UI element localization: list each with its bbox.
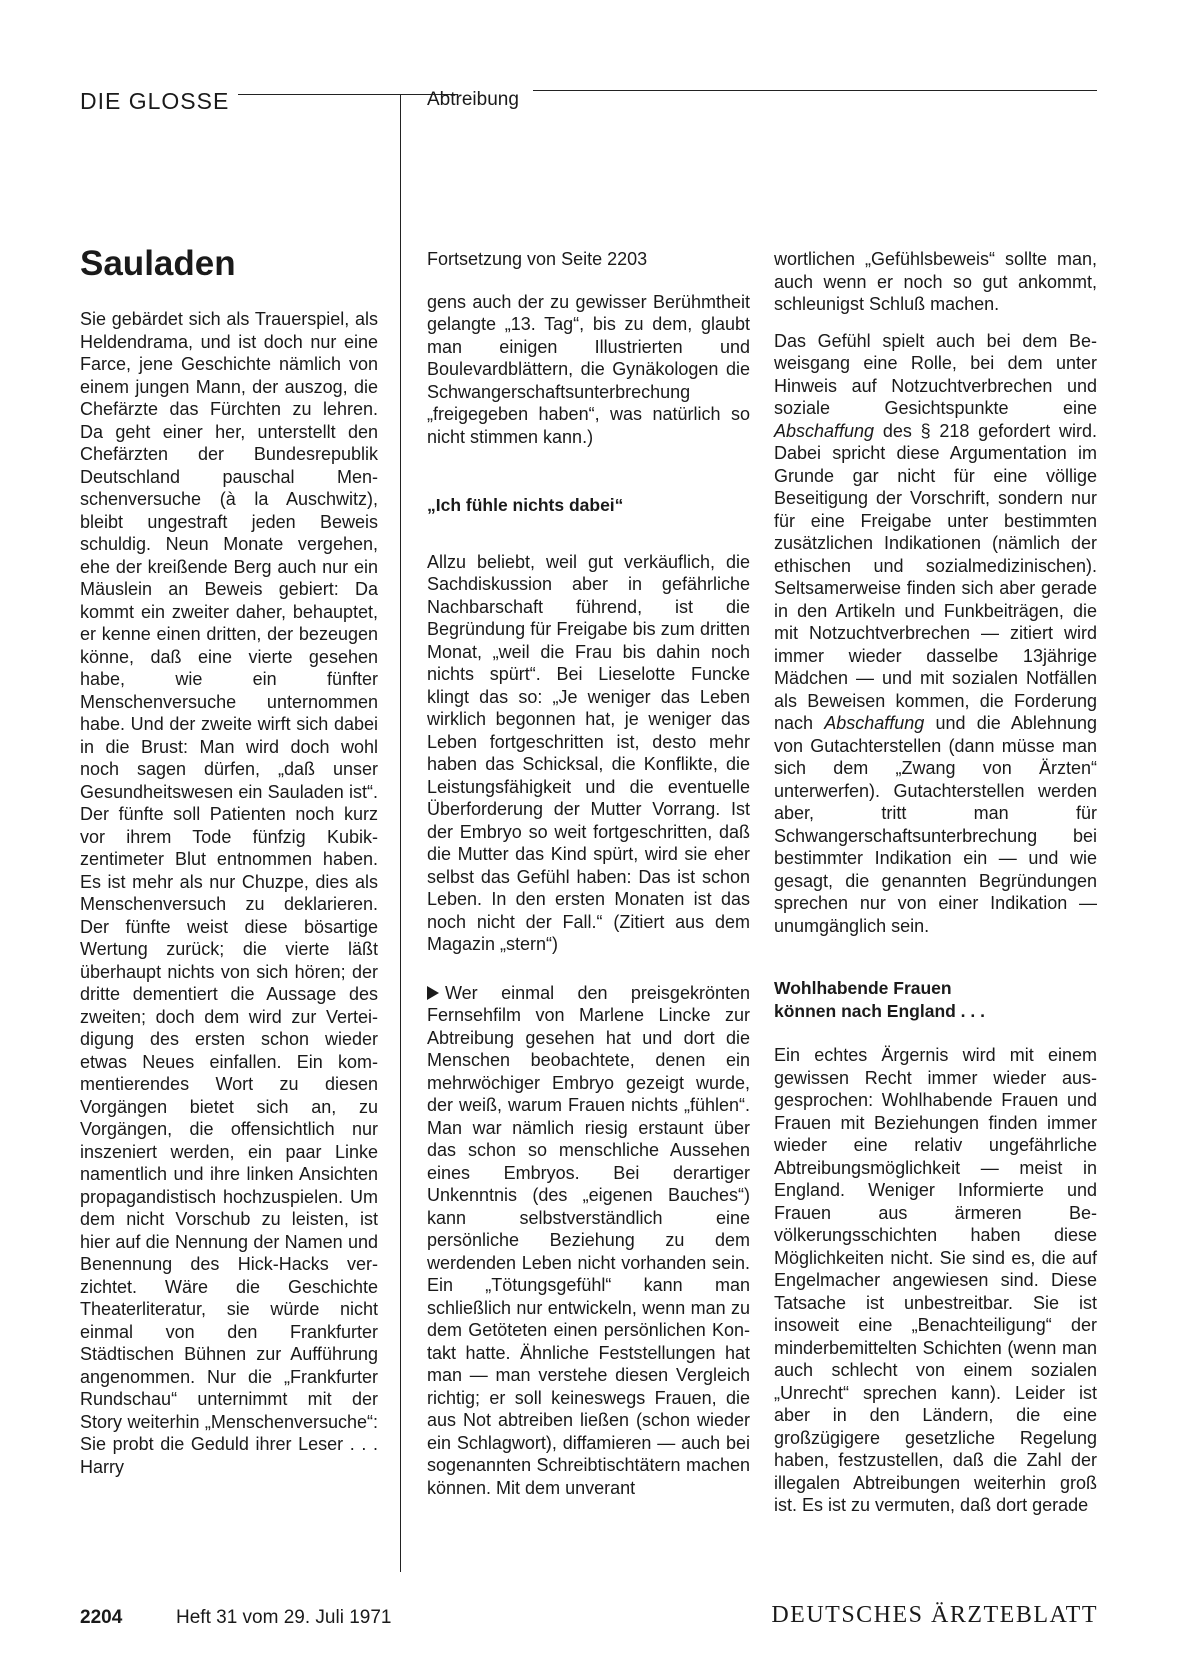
text-run: und die Ablehnung von Gutachterstellen (dann müsse man sich dem „Zwang von Ärzten“ unterwerfen). Gutachterstellen werden aber, tritt man für Schwangerschaftsunterbrechung bei bestimmter Indikation ein — und wie gesagt, die genannten Begründungen sprechen nur von einer Indikation — unumgänglich sein. [774,713,1097,936]
section-header-right [427,86,1097,116]
subheading-line: können nach England . . . [774,1000,985,1021]
spacer [774,316,1097,330]
triangle-right-icon [427,986,439,1000]
paragraph: gens auch der zu gewisser Berühmtheit gelangte „13. Tag“, bis zu dem, glaubt man einigen Illustrierten und Boulevardblättern, die Gynäkologen die Schwangerschaftsunterbrechung „freigegeben haben“, was natürlich so nicht stimmen kann.) [427,291,750,447]
spacer [427,448,750,494]
topic-label: Abtreibung [427,89,519,110]
paragraph: Ein echtes Ärgernis wird mit einem gewissen Recht immer wieder ausgesprochen: Wohlhabende Frauen und Frauen mit Beziehungen finden immer wieder eine relativ ungefährliche Abtreibungsmöglichkeit — meist in England. Weniger Informierte und Frauen aus ärmeren Bevölkerungsschichten haben diese Möglichkeiten nicht. Sie sind es, die auf Engelmacher angewiesen sind. Diese Tatsache ist unbestreitbar. Sie ist insoweit eine „Benachteiligung“ der minderbemittelten Schichten (wenn man auch schlecht von einem sozialen „Unrecht“ sprechen kann). Leider ist aber in den Ländern, die eine großzügigere gesetzliche Regelung haben, festzustellen, daß die Zahl der illegalen Abtreibungen weiterhin groß ist. Es ist zu vermuten, daß dort gerade [774,1045,1097,1515]
paragraph: Allzu beliebt, weil gut verkäuflich, die Sachdiskussion aber in gefährliche Nachbarschaft führend, ist die Begründung für Freigabe bis zum dritten Monat, „weil die Frau bis dahin noch nichts spürt“. Bei Lieselotte Funcke klingt das so: „Je weniger das Leben wirklich begonnen hat, je weniger das Leben fortgeschritten ist, desto mehr haben das Schicksal, die Konflikte, die Leistungsfähigkeit und die eventuelle Überforderung der Mutter Vorrang. Ist der Embryo so weit fortgeschritten, daß die Mutter das Kind spürt, wird sie eher selbst das Gefühl haben: Das ist schon Leben. In den ersten Monaten ist das noch nicht der Fall.“ (Zitiert aus dem Magazin „stern“) [427,551,750,954]
column-2 [427,248,750,1499]
journal-name: DEUTSCHES ÄRZTEBLATT [771,1602,1098,1628]
paragraph: Sie gebärdet sich als Trauerspiel, als Heldendrama, und ist doch nur eine Farce, jene Geschichte nämlich von einem jungen Mann, der auszog, die Chefärzte das Fürchten zu lehren. Da geht einer her, unterstellt den Chefärzten der Bundesrepublik Deutschland pauschal Menschenversuche (à la Auschwitz), bleibt ungestraft jeden Beweis schuldig. Neun Monate vergehen, ehe der kreißende Berg auch nur ein Mäuslein an Beweis gebiert: Da kommt ein zweiter daher, behauptet, er kenne einen dritten, der bezeugen könne, daß eine vierte gesehen habe, wie ein fünfter Menschenversuche unternommen habe. Und der zweite wirft sich dabei in die Brust: Man wird doch wohl noch sagen dürfen, „daß unser Gesundheitswesen ein Sauladen ist“. Der fünfte soll Patienten noch kurz vor ihrem Tode fünfzig Kubikzentimeter Blut entnommen haben. Es ist mehr als nur Chuzpe, dies als Menschenversuch zu deklarieren. Der fünfte weist diese bösartige Wertung zurück; die vierte läßt überhaupt nichts von sich hören; der dritte dementiert die Aussage des zweiten; doch dem wird zur Verteidigung des ersten schon wieder etwas Neues einfallen. Ein kommentierendes Wort zu diesen Vorgängen bietet sich an, zu Vorgängen, die offensichtlich nur inszeniert werden, ein paar Linke namentlich und ihre linken Ansichten propagandistisch hochzuspielen. Um dem nicht Vorschub zu leisten, ist hier auf die Nennung der Namen und Benennung des Hick-Hacks verzichtet. Wäre die Geschichte Theaterliteratur, sie würde nicht einmal von den Frankfurter Städtischen Bühnen zur Aufführung angenommen. Nur die „Frankfurter Rundschau“ unternimmt mit der Story weiterhin „Menschenversuche“: Sie probt die Geduld ihrer Leser . . . Harry [80,309,378,1477]
spacer [427,517,750,551]
column-divider [400,94,401,1572]
subheading-line: Wohlhabende Frauen [774,978,952,998]
spacer [774,937,1097,977]
paragraph [774,330,1097,938]
text-run: des § 218 gefordert wird. Dabei spricht diese Argumentation im Grunde gar nicht für eine völlige Beseitigung der Vorschrift, sondern nur für eine Freigabe unter bestimmten zusätzlichen Indikationen (nämlich der ethischen und sozialmedizinischen). Seltsamerweise finden sich aber gerade in den Artikeln und Funkbeiträgen, die mit Notzuchtverbrechen — zitiert wird immer wieder dasselbe 13jährige Mädchen — und mit sozialen Notfällen als Beweisen kommen, die Forderung nach [774,420,1097,733]
section-header-left [80,86,380,116]
spacer [427,956,750,982]
paragraph: wortlichen „Gefühlsbeweis“ sollte man, auch wenn er noch so gut ankommt, schleunigst Schluß machen. [774,249,1097,314]
section-title: DIE GLOSSE [80,88,230,114]
header-rule-right [533,90,1097,91]
header-rule-left [238,94,458,95]
issue-info: Heft 31 vom 29. Juli 1971 [176,1607,392,1628]
paragraph-text: Wer einmal den preisgekrönten Fernsehfilm von Marlene Lincke zur Abtreibung gesehen hat und dort die Menschen beobachtete, denen ein mehrwöchiger Embryo gezeigt wurde, der weiß, warum Frauen nichts „fühlen“. Man war nämlich riesig erstaunt über das schon so menschliche Aussehen eines Embryos. Bei derartiger Unkenntnis (des „eigenen Bauches“) kann selbstverständlich eine persönliche Beziehung zu dem werdenden Leben nicht vorhanden sein. Ein „Tötungsgefühl“ kann man schließlich nur entwickeln, wenn man zu dem Getöteten einen persönlichen Kontakt hatte. Ähnliche Feststellungen hat man — man verstehe diesen Vergleich richtig; er soll keineswegs Frauen, die aus Not abtreiben ließen (schon wieder ein Schlagwort), diffamieren — auch bei sogenannten Schreibtischtätern machen können. Mit dem unverant [427,982,750,1498]
paragraph-with-bullet [427,982,750,1500]
column-1 [80,308,378,1478]
subheading: „Ich fühle nichts dabei“ [427,495,624,515]
page-number: 2204 [80,1607,123,1628]
emphasis: Abschaffung [774,420,875,441]
spacer [774,1022,1097,1044]
article-headline: Sauladen [80,244,236,283]
subheading [774,977,1097,1022]
text-run: Das Gefühl spielt auch bei dem Beweisgang eine Rolle, bei dem unter Hinweis auf Notzuchtverbrechen und soziale Gesichtspunkte eine [774,330,1097,418]
emphasis: Abschaffung [824,713,925,733]
spacer [427,271,750,291]
column-3 [774,248,1097,1517]
continuation-note: Fortsetzung von Seite 2203 [427,249,648,269]
